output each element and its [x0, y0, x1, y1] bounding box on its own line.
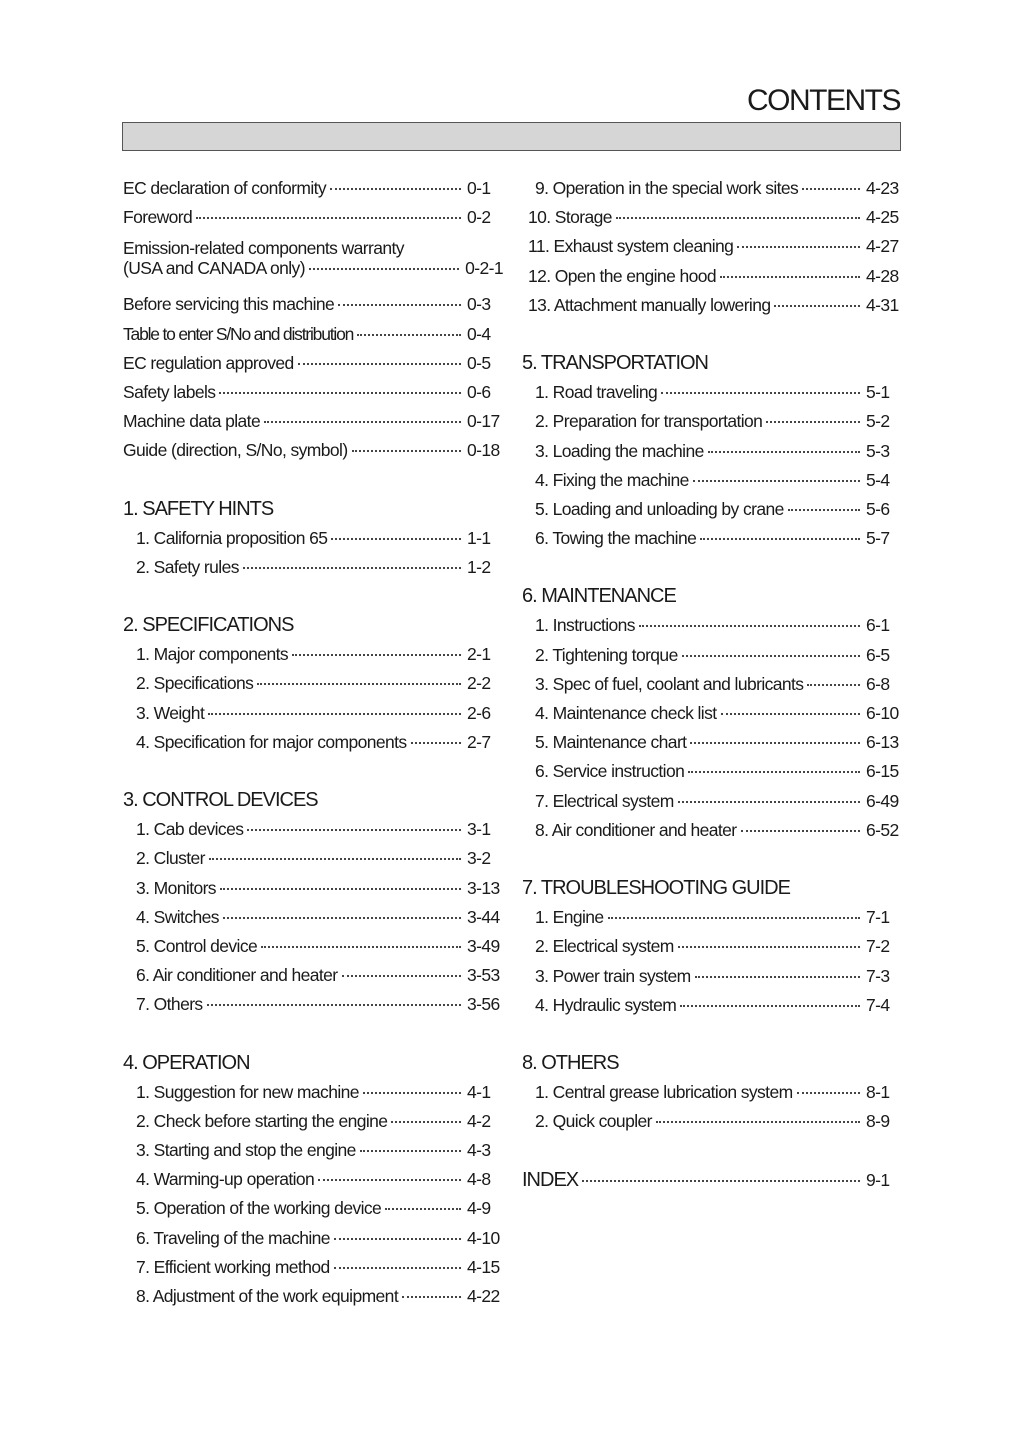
dot-leader: [261, 945, 461, 948]
dot-leader: [802, 187, 860, 190]
toc-entry[interactable]: [522, 699, 902, 728]
toc-entry-page: 7-1: [866, 907, 890, 928]
dot-leader: [357, 333, 461, 336]
toc-entry-page: 3-44: [467, 906, 500, 927]
dot-leader: [766, 420, 860, 423]
toc-entry-label: Guide (direction, S/No, symbol): [123, 440, 348, 461]
toc-entry-page: 4-27: [866, 236, 899, 257]
toc-entry-label: 3. Loading the machine: [535, 440, 704, 461]
toc-entry-label: 9. Operation in the special work sites: [535, 178, 799, 198]
toc-entry[interactable]: [123, 1194, 503, 1223]
toc-entry-page: 6-49: [866, 790, 899, 811]
toc-entry-page: 4-8: [467, 1169, 491, 1190]
toc-entry-page: 0-18: [467, 440, 500, 461]
dot-leader: [207, 1003, 461, 1006]
toc-entry-label: 2. Tightening torque: [535, 644, 678, 665]
dot-leader: [402, 1295, 461, 1298]
dot-leader: [391, 1120, 461, 1123]
toc-entry-label: 5. Maintenance chart: [535, 732, 687, 753]
toc-entry-label: 1. Road traveling: [535, 382, 658, 403]
index-entry[interactable]: [522, 1166, 902, 1195]
toc-entry-page: 6-15: [866, 761, 899, 782]
toc-entry[interactable]: [522, 378, 902, 407]
dot-leader: [774, 304, 860, 307]
dot-leader: [608, 916, 860, 919]
dot-leader: [247, 828, 461, 831]
dot-leader: [330, 187, 461, 190]
toc-entry-label: 1. Cab devices: [136, 819, 244, 840]
toc-entry-label: Safety labels: [123, 381, 216, 402]
section-heading[interactable]: 1. SAFETY HINTS: [123, 497, 274, 520]
toc-entry-label: 3. Monitors: [136, 877, 216, 898]
toc-entry[interactable]: [522, 232, 902, 261]
toc-entry-label: 11. Exhaust system cleaning: [528, 236, 734, 257]
toc-entry-label: 4. Switches: [136, 906, 219, 927]
toc-entry-page: 5-7: [866, 528, 890, 549]
toc-entry-label: EC declaration of conformity: [123, 178, 327, 198]
dot-leader: [385, 1207, 461, 1210]
toc-entry-label: 2. Preparation for transportation: [535, 411, 763, 432]
toc-entry-label: 4. Maintenance check list: [535, 703, 717, 723]
toc-entry[interactable]: [123, 436, 503, 465]
toc-entry-label: 1. Central grease lubrication system: [535, 1082, 793, 1103]
toc-entry[interactable]: [123, 1078, 503, 1107]
toc-entry-label: 8. Adjustment of the work equipment: [136, 1286, 399, 1306]
dot-leader: [318, 1178, 461, 1181]
toc-entry[interactable]: [123, 699, 503, 728]
toc-entry-page: 3-56: [467, 994, 500, 1015]
dot-leader: [690, 741, 860, 744]
toc-entry-page: 5-4: [866, 469, 890, 490]
toc-entry[interactable]: [522, 611, 902, 640]
toc-entry-page: 0-1: [467, 178, 491, 198]
dot-leader: [220, 887, 461, 890]
toc-entry[interactable]: [522, 524, 902, 553]
toc-entry-page: 2-7: [467, 731, 491, 752]
toc-entry-label: Before servicing this machine: [123, 294, 335, 315]
toc-entry-page: 4-28: [866, 265, 899, 286]
dot-leader: [223, 916, 461, 919]
dot-leader: [582, 1179, 860, 1182]
toc-entry-page: 8-9: [866, 1111, 890, 1132]
dot-leader: [334, 1266, 461, 1269]
dot-leader: [807, 683, 860, 686]
toc-entry[interactable]: [522, 407, 902, 436]
section-heading[interactable]: 8. OTHERS: [522, 1051, 619, 1074]
toc-entry-page: 2-2: [467, 673, 491, 694]
toc-entry-page: 6-10: [866, 703, 899, 723]
dot-leader: [352, 449, 461, 452]
toc-entry-label: 12. Open the engine hood: [528, 265, 716, 286]
toc-entry-label: 6. Towing the machine: [535, 528, 697, 549]
toc-entry[interactable]: [123, 903, 503, 932]
dot-leader: [708, 450, 860, 453]
toc-entry-label: 1. California proposition 65: [136, 527, 328, 548]
toc-entry-page: 4-10: [467, 1227, 500, 1248]
toc-entry[interactable]: [522, 203, 902, 232]
toc-entry-page: 0-6: [467, 381, 491, 402]
dot-leader: [257, 682, 461, 685]
toc-entry-page: 7-2: [866, 936, 890, 957]
toc-entry-page: 3-53: [467, 965, 500, 986]
toc-entry-page: 3-2: [467, 848, 491, 869]
toc-entry[interactable]: [522, 437, 902, 466]
dot-leader: [338, 303, 461, 306]
toc-entry-label: 13. Attachment manually lowering: [528, 294, 771, 315]
section-heading[interactable]: 4. OPERATION: [123, 1051, 250, 1074]
toc-entry[interactable]: [522, 495, 902, 524]
toc-entry[interactable]: [123, 728, 503, 757]
toc-entry[interactable]: [123, 1282, 503, 1311]
toc-entry-label: 3. Spec of fuel, coolant and lubricants: [535, 673, 804, 694]
toc-entry-label: 2. Cluster: [136, 848, 205, 869]
dot-leader: [334, 1237, 461, 1240]
dot-leader: [678, 800, 860, 803]
toc-entry[interactable]: [123, 669, 503, 698]
dot-leader: [243, 566, 461, 569]
toc-entry-page: 4-9: [467, 1198, 491, 1219]
toc-entry-page: 4-22: [467, 1286, 500, 1306]
toc-entry-label: 6. Air conditioner and heater: [136, 965, 338, 986]
dot-leader: [695, 975, 860, 978]
toc-entry[interactable]: [522, 1107, 902, 1136]
dot-leader: [309, 267, 459, 270]
toc-entry-page: 4-25: [866, 207, 899, 228]
toc-entry-label: Machine data plate: [123, 411, 261, 432]
toc-entry-label: 5. Control device: [136, 935, 258, 956]
dot-leader: [721, 712, 861, 715]
toc-entry[interactable]: [522, 670, 902, 699]
dot-leader: [219, 391, 461, 394]
toc-entry-label: 4. Specification for major components: [136, 731, 407, 752]
dot-leader: [700, 537, 860, 540]
toc-entry-page: 5-6: [866, 498, 890, 519]
toc-entry[interactable]: [123, 203, 503, 232]
toc-entry-page: 4-23: [866, 178, 899, 198]
toc-entry[interactable]: [123, 1165, 503, 1194]
dot-leader: [363, 1091, 461, 1094]
toc-entry-label: 5. Loading and unloading by crane: [535, 498, 784, 519]
dot-leader: [411, 741, 461, 744]
dot-leader: [678, 945, 860, 948]
page-title: CONTENTS: [747, 84, 900, 117]
toc-entry[interactable]: [123, 874, 503, 903]
toc-entry-label: 2. Specifications: [136, 673, 254, 694]
toc-entry[interactable]: [522, 787, 902, 816]
section-heading[interactable]: 7. TROUBLESHOOTING GUIDE: [522, 876, 790, 899]
toc-entry-page: 3-49: [467, 935, 500, 956]
section-heading[interactable]: 6. MAINTENANCE: [522, 585, 676, 608]
toc-entry[interactable]: [123, 290, 503, 319]
toc-entry-label: 3. Starting and stop the engine: [136, 1140, 356, 1161]
toc-entry-page: 0-4: [467, 323, 491, 344]
toc-entry[interactable]: [522, 1078, 902, 1107]
toc-entry-label: 7. Electrical system: [535, 790, 674, 811]
toc-entry[interactable]: [123, 1136, 503, 1165]
toc-entry[interactable]: [123, 1253, 503, 1282]
toc-entry-label: EC regulation approved: [123, 352, 294, 373]
toc-entry-page: 3-13: [467, 877, 500, 898]
toc-entry-page: 0-2: [467, 207, 491, 228]
toc-entry-label: 2. Quick coupler: [535, 1111, 652, 1132]
dot-leader: [208, 712, 461, 715]
toc-entry[interactable]: [123, 932, 503, 961]
dot-leader: [264, 420, 461, 423]
toc-entry-page: 4-2: [467, 1110, 491, 1131]
section-heading[interactable]: 2. SPECIFICATIONS: [123, 614, 294, 637]
toc-entry-label: 10. Storage: [528, 207, 612, 228]
toc-entry-page: 0-3: [467, 294, 491, 315]
toc-entry-label: 2. Electrical system: [535, 936, 674, 957]
toc-entry[interactable]: [123, 640, 503, 669]
dot-leader: [720, 275, 860, 278]
dot-leader: [797, 1091, 860, 1094]
toc-entry[interactable]: [123, 320, 503, 349]
toc-entry[interactable]: [123, 553, 503, 582]
toc-entry[interactable]: [522, 903, 902, 932]
toc-entry-label: 7. Efficient working method: [136, 1256, 330, 1277]
toc-entry-page: 4-1: [467, 1081, 491, 1102]
toc-entry[interactable]: [123, 990, 503, 1019]
toc-entry[interactable]: [522, 291, 902, 320]
dot-leader: [639, 624, 860, 627]
toc-entry-label: 2. Check before starting the engine: [136, 1110, 388, 1131]
toc-entry-page: 4-31: [866, 294, 899, 315]
toc-entry-page: 6-52: [866, 819, 899, 840]
section-heading[interactable]: 3. CONTROL DEVICES: [123, 789, 318, 811]
dot-leader: [331, 537, 461, 540]
toc-entry[interactable]: [123, 1224, 503, 1253]
toc-entry-label: 5. Operation of the working device: [136, 1198, 382, 1219]
toc-entry-emission[interactable]: [123, 232, 503, 290]
toc-entry-label-line1: Emission-related components warranty: [123, 238, 404, 259]
dot-leader: [741, 829, 861, 832]
toc-entry[interactable]: [522, 816, 902, 845]
toc-entry-page: 8-1: [866, 1082, 890, 1103]
toc-entry[interactable]: [522, 262, 902, 291]
dot-leader: [298, 362, 461, 365]
toc-entry-label: 6. Traveling of the machine: [136, 1227, 330, 1248]
dot-leader: [196, 216, 461, 219]
dot-leader: [680, 1004, 860, 1007]
toc-entry-label: 3. Power train system: [535, 965, 691, 986]
toc-entry-page: 6-5: [866, 644, 890, 665]
header-band: [122, 122, 901, 151]
toc-entry-page: 0-2-1: [465, 258, 503, 279]
toc-entry-page: 3-1: [467, 819, 491, 840]
toc-entry[interactable]: [123, 524, 503, 553]
toc-entry-page: 4-3: [467, 1140, 491, 1161]
toc-entry-page: 6-1: [866, 615, 890, 636]
toc-entry[interactable]: [522, 466, 902, 495]
toc-entry[interactable]: [522, 641, 902, 670]
toc-entry[interactable]: [522, 728, 902, 757]
toc-entry-page: 5-2: [866, 411, 890, 432]
dot-leader: [360, 1149, 461, 1152]
toc-entry-label: Table to enter S/No and distribution: [123, 323, 354, 344]
toc-entry-label-line2: (USA and CANADA only): [123, 258, 305, 279]
toc-entry[interactable]: [123, 1107, 503, 1136]
toc-entry-label: 4. Hydraulic system: [535, 994, 677, 1015]
toc-entry[interactable]: [522, 174, 902, 203]
toc-entry-label: 1. Engine: [535, 907, 604, 928]
toc-entry[interactable]: [522, 991, 902, 1020]
left-column: [123, 174, 503, 1311]
toc-entry-label: Foreword: [123, 207, 193, 228]
toc-entry[interactable]: [123, 378, 503, 407]
dot-leader: [656, 1120, 860, 1123]
toc-entry-page: 6-8: [866, 673, 890, 694]
toc-entry[interactable]: [123, 407, 503, 436]
dot-leader: [682, 654, 860, 657]
toc-entry-page: 7-3: [866, 965, 890, 986]
toc-entry[interactable]: [123, 844, 503, 873]
toc-entry-page: 5-3: [866, 440, 890, 461]
toc-entry[interactable]: [123, 815, 503, 844]
dot-leader: [737, 245, 860, 248]
toc-entry-label: 2. Safety rules: [136, 556, 239, 577]
toc-entry-label: 4. Warming-up operation: [136, 1169, 315, 1190]
toc-entry-page: 6-13: [866, 732, 899, 753]
toc-entry-page: 4-15: [467, 1256, 500, 1277]
toc-entry[interactable]: [522, 932, 902, 961]
toc-entry-page: 0-17: [467, 411, 500, 432]
dot-leader: [342, 974, 462, 977]
toc-entry[interactable]: [522, 757, 902, 786]
toc-entry-page: 7-4: [866, 994, 890, 1015]
toc-entry-page: 0-5: [467, 352, 491, 373]
dot-leader: [661, 391, 860, 394]
dot-leader: [788, 508, 860, 511]
toc-entry-label: 8. Air conditioner and heater: [535, 819, 737, 840]
toc-entry[interactable]: [123, 174, 503, 203]
dot-leader: [693, 479, 860, 482]
toc-entry-label: 1. Suggestion for new machine: [136, 1081, 359, 1102]
toc-entry-label: 7. Others: [136, 994, 203, 1015]
toc-entry-label: 1. Major components: [136, 644, 289, 665]
toc-entry-page: 2-6: [467, 702, 491, 723]
index-label: INDEX: [522, 1169, 579, 1192]
toc-entry-label: 4. Fixing the machine: [535, 469, 689, 490]
dot-leader: [688, 770, 860, 773]
toc-entry-page: 1-1: [467, 527, 491, 548]
toc-entry[interactable]: [123, 349, 503, 378]
toc-entry-page: 2-1: [467, 644, 491, 665]
toc-entry-label: 3. Weight: [136, 702, 205, 723]
dot-leader: [616, 216, 860, 219]
toc-entry-page: 5-1: [866, 382, 890, 403]
toc-entry-label: 1. Instructions: [535, 615, 635, 636]
toc-entry[interactable]: [123, 961, 503, 990]
index-page: 9-1: [866, 1170, 890, 1191]
toc-entry-page: 1-2: [467, 556, 491, 577]
toc-entry[interactable]: [522, 962, 902, 991]
dot-leader: [209, 857, 461, 860]
right-column: [522, 174, 902, 1196]
section-heading[interactable]: 5. TRANSPORTATION: [522, 351, 708, 374]
dot-leader: [292, 653, 461, 656]
toc-entry-label: 6. Service instruction: [535, 761, 685, 782]
